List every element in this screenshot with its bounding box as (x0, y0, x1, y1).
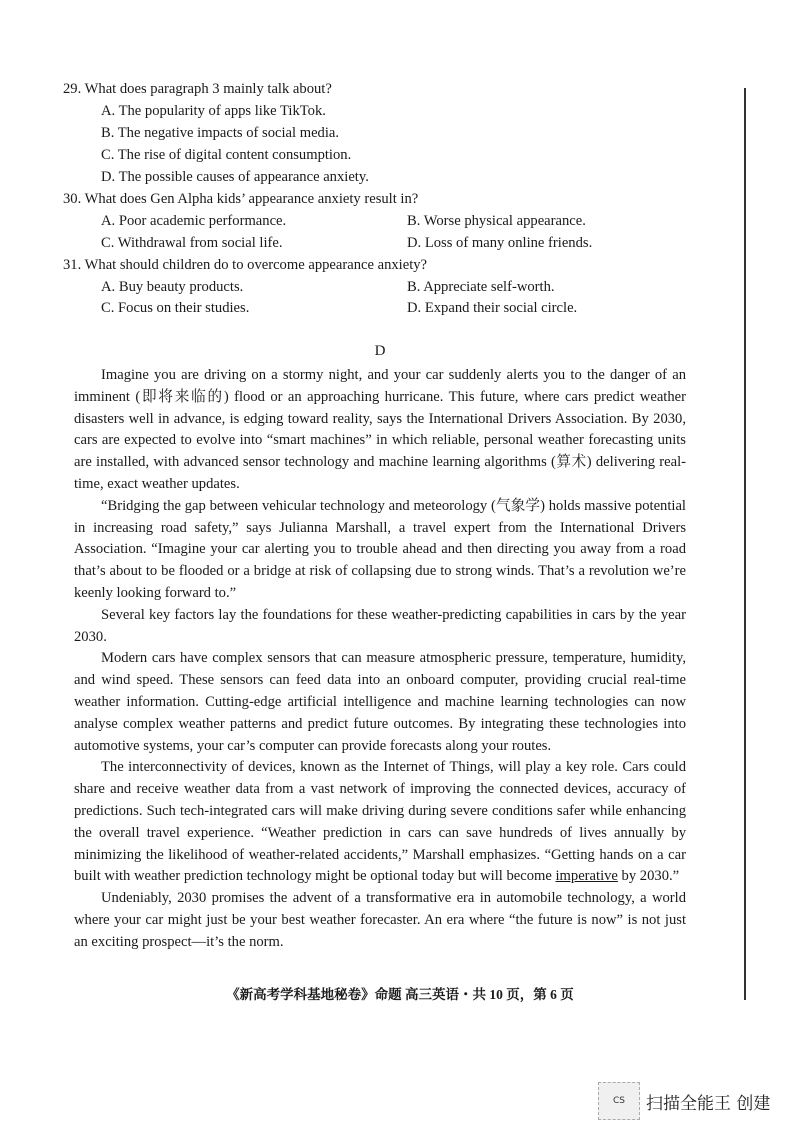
section-heading: D (374, 343, 386, 359)
camscanner-logo-icon: CS (598, 1082, 640, 1120)
option-30c: C. Withdrawal from social life. (101, 235, 283, 251)
question-31-stem: 31. What should children do to overcome appearance anxiety? (63, 257, 428, 273)
option-29c: C. The rise of digital content consumption. (101, 147, 352, 163)
underlined-word: imperative (555, 868, 618, 885)
option-30d: D. Loss of many online friends. (407, 235, 593, 251)
reading-passage (74, 365, 686, 954)
margin-line (744, 88, 746, 1000)
paragraph-5-text: The interconnectivity of devices, known as the Internet of Things, will play a key role. Cars could share and receive weather data from a vast network of improving the connected devices, accuracy of predictions. Such tech-integrated cars will make driving during severe conditions safer while enhancing the overall travel experience. “Weather prediction in cars can save hundreds of lives annually by minimizing the likelihood of weather-related accidents,” Marshall emphasizes. “Getting hands on a car built with weather prediction technology might be optional today but will become (74, 759, 686, 885)
question-30-stem: 30. What does Gen Alpha kids’ appearance anxiety result in? (63, 191, 419, 207)
paragraph-2: “Bridging the gap between vehicular technology and meteorology (气象学) holds massive potential in increasing road safety,” says Julianna Marshall, a travel expert from the International Drivers Association. “Imagine your car alerting you to trouble ahead and then directing you away from a road that’s about to be flooded or a bridge at risk of collapsing due to strong winds. That’s a revolution we’re keenly looking forward to.” (74, 497, 686, 601)
option-31b: B. Appreciate self-worth. (407, 279, 555, 295)
option-29a: A. The popularity of apps like TikTok. (101, 103, 326, 119)
option-31d: D. Expand their social circle. (407, 300, 578, 316)
option-31c: C. Focus on their studies. (101, 300, 250, 316)
option-29d: D. The possible causes of appearance anxiety. (101, 169, 369, 185)
paragraph-5 (74, 757, 686, 888)
scanner-watermark (598, 1082, 770, 1120)
paragraph-4: Modern cars have complex sensors that can measure atmospheric pressure, temperature, humidity, and wind speed. These sensors can feed data into an onboard computer, providing crucial real-time weather information. Cutting-edge artificial intelligence and machine learning technologies can now analyse complex weather patterns and predict future outcomes. By integrating these technologies into automotive systems, your car’s computer can provide forecasts along your routes. (74, 650, 686, 754)
watermark-text: 扫描全能王 创建 (646, 1093, 771, 1114)
option-30a: A. Poor academic performance. (101, 213, 287, 229)
question-29-stem: 29. What does paragraph 3 mainly talk about? (63, 81, 332, 97)
option-30b: B. Worse physical appearance. (407, 213, 586, 229)
paragraph-6: Undeniably, 2030 promises the advent of a transformative era in automobile technology, a world where your car might just be your best weather forecaster. An era where “the future is now” is not just an exciting prospect—it’s the norm. (74, 890, 686, 950)
page-footer: 《新高考学科基地秘卷》命题 高三英语・共 10 页，第 6 页 (226, 987, 574, 1002)
paragraph-3: Several key factors lay the foundations for these weather-predicting capabilities in cars by the year 2030. (74, 606, 686, 645)
option-31a: A. Buy beauty products. (101, 279, 244, 295)
paragraph-1: Imagine you are driving on a stormy night, and your car suddenly alerts you to the danger of an imminent (即将来临的) flood or an approaching hurricane. This future, where cars predict weather disasters well in advance, is edging toward reality, says the International Drivers Association. By 2030, cars are expected to evolve into “smart machines” in which reliable, personal weather forecasting units are installed, with advanced sensor technology and machine learning algorithms (算术) delivering real-time, exact weather updates. (74, 367, 686, 492)
option-29b: B. The negative impacts of social media. (101, 125, 340, 141)
paragraph-5-tail: by 2030.” (617, 868, 680, 885)
